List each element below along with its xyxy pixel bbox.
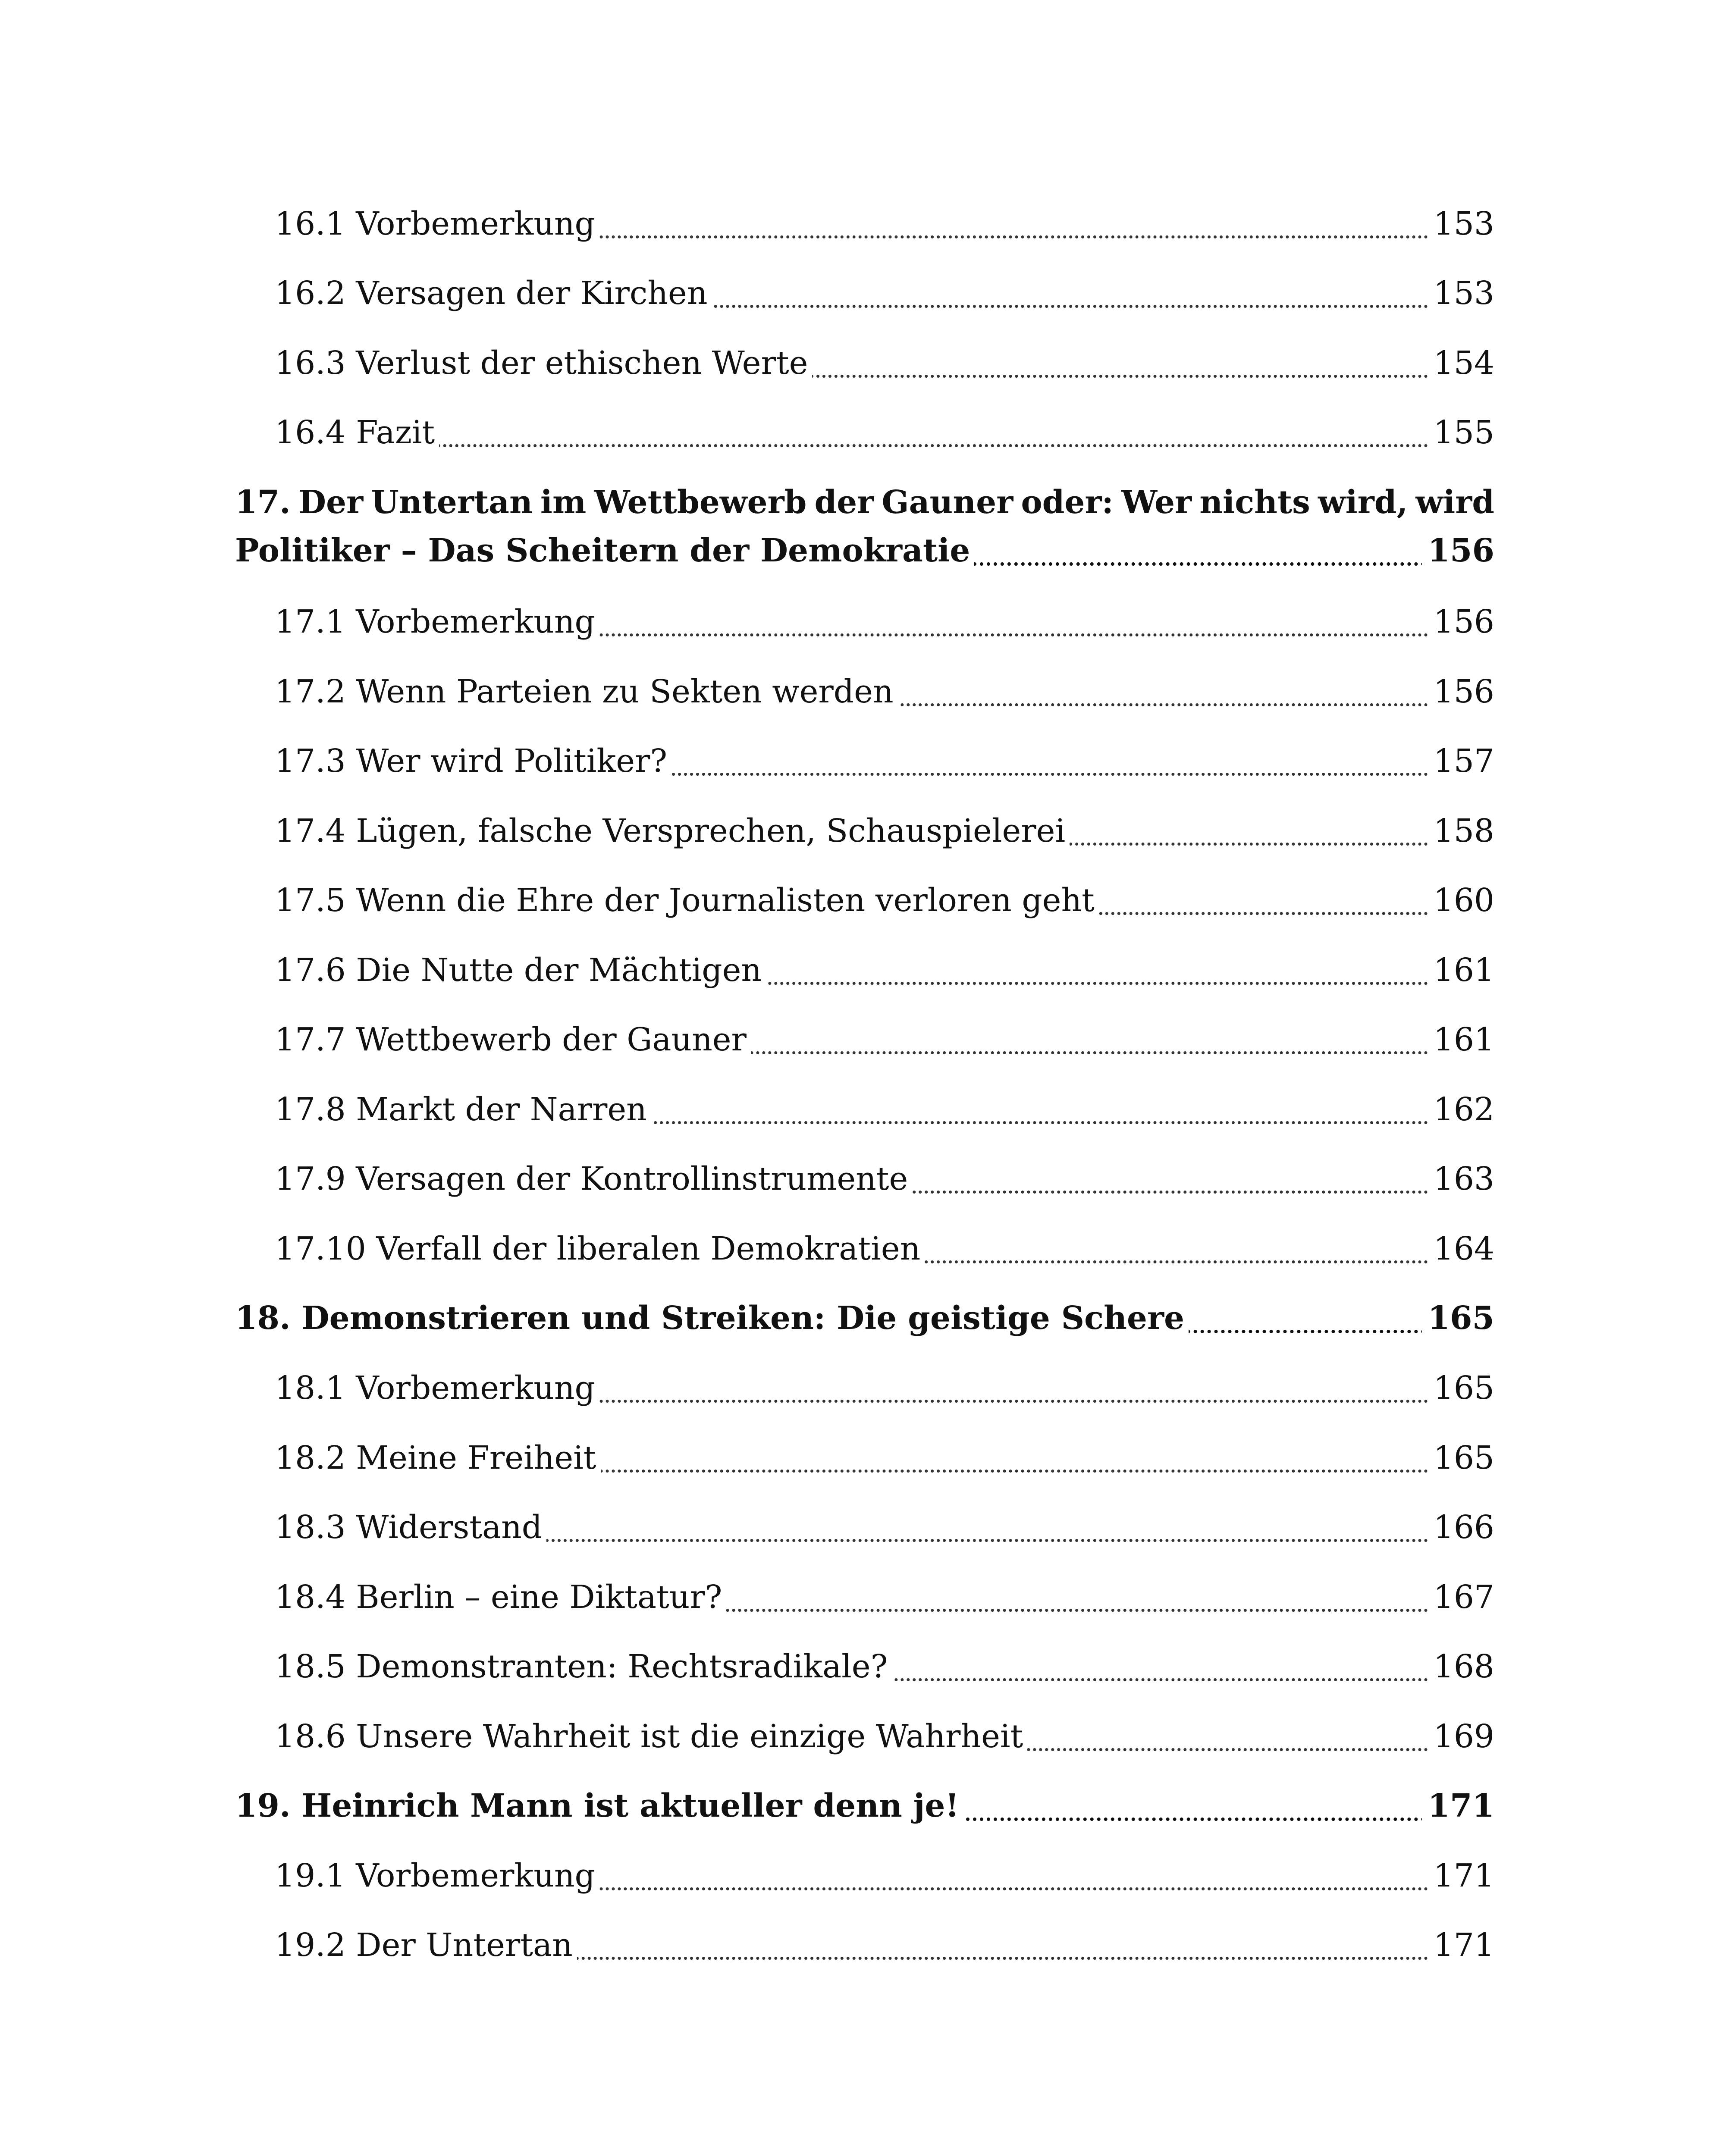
toc-page-number: 160 [1428,884,1494,916]
toc-entry-label: 16.2 Versagen der Kirchen [275,277,712,309]
dot-leader [275,444,1494,447]
toc-page-number: 153 [1428,277,1494,309]
toc-page-number: 165 [1422,1302,1494,1334]
toc-page-number: 156 [1428,606,1494,638]
toc-entry-label: 19.1 Vorbemerkung [275,1860,599,1892]
word: 17. [235,484,291,521]
toc-entry-label: 17.3 Wer wird Politiker? [275,745,671,777]
word: Gauner [882,484,1013,521]
toc-page-number: 156 [1422,535,1494,567]
toc-entry-label: 16.4 Fazit [275,417,439,448]
toc-page-number: 164 [1428,1233,1494,1265]
toc-entry-label: 16.1 Vorbemerkung [275,208,599,240]
toc-entry-label: 16.3 Verlust der ethischen Werte [275,347,812,379]
toc-page-number: 153 [1428,208,1494,240]
toc-entry-label: 17.7 Wettbewerb der Gauner [275,1024,751,1056]
toc-page-number: 167 [1428,1581,1494,1613]
word: Der [298,484,364,521]
toc-entry-label: 17.1 Vorbemerkung [275,606,599,638]
toc-page-number: 171 [1428,1929,1494,1961]
toc-page-number: 168 [1428,1651,1494,1683]
toc-page-number: 161 [1428,954,1494,986]
toc-entry-label: 19.2 Der Untertan [275,1929,577,1961]
word: Untertan [371,484,533,521]
toc-entry-label: 18. Demonstrieren und Streiken: Die geistige Schere [235,1302,1189,1334]
toc-page-number: 163 [1428,1163,1494,1195]
toc-page-number: 155 [1428,417,1494,448]
toc-page-number: 156 [1428,676,1494,708]
toc-entry-label: 17.2 Wenn Parteien zu Sekten werden [275,676,898,708]
toc-page-number: 162 [1428,1094,1494,1125]
word: Wettbewerb [594,484,807,521]
toc-entry-label: 19. Heinrich Mann ist aktueller denn je! [235,1790,963,1822]
toc-page-number: 165 [1428,1372,1494,1404]
toc-page-number: 171 [1422,1790,1494,1822]
toc-entry-label: 18.6 Unsere Wahrheit ist die einzige Wahrheit [275,1720,1027,1752]
toc-entry-label: 17.8 Markt der Narren [275,1094,651,1125]
toc-page-number: 158 [1428,815,1494,847]
toc-page-number: 169 [1428,1720,1494,1752]
toc-entry-label: 18.2 Meine Freiheit [275,1442,601,1474]
toc-entry-label: 17.6 Die Nutte der Mächtigen [275,954,766,986]
toc-page-number: 157 [1428,745,1494,777]
toc-page-number: 154 [1428,347,1494,379]
toc-entry-label: 18.4 Berlin – eine Diktatur? [275,1581,726,1613]
word: Wer [1121,484,1192,521]
toc-page-number: 165 [1428,1442,1494,1474]
toc-entry-label: 18.3 Widerstand [275,1511,546,1543]
toc-chapter-17-line-2 [235,532,1494,569]
toc-entry-label: 17.4 Lügen, falsche Versprechen, Schauspielerei [275,815,1070,847]
toc-entry-label: 17.10 Verfall der liberalen Demokratien [275,1233,925,1265]
toc-page-number: 171 [1428,1860,1494,1892]
word: oder: [1021,484,1114,521]
word: nichts [1199,484,1310,521]
word: wird [1415,484,1494,521]
word: wird, [1318,484,1408,521]
word: im [540,484,587,521]
toc-page-number: 161 [1428,1024,1494,1056]
toc-chapter-17-line-1 [235,484,1494,521]
toc-page-number: 166 [1428,1511,1494,1543]
toc-entry-label: Politiker – Das Scheitern der Demokratie [235,535,974,567]
toc-entry-label: 18.5 Demonstranten: Rechtsradikale? [275,1651,892,1683]
word: der [814,484,874,521]
toc-entry-label: 18.1 Vorbemerkung [275,1372,599,1404]
toc-entry-label: 17.9 Versagen der Kontrollinstrumente [275,1163,912,1195]
toc-entry-label: 17.5 Wenn die Ehre der Journalisten verloren geht [275,884,1099,916]
